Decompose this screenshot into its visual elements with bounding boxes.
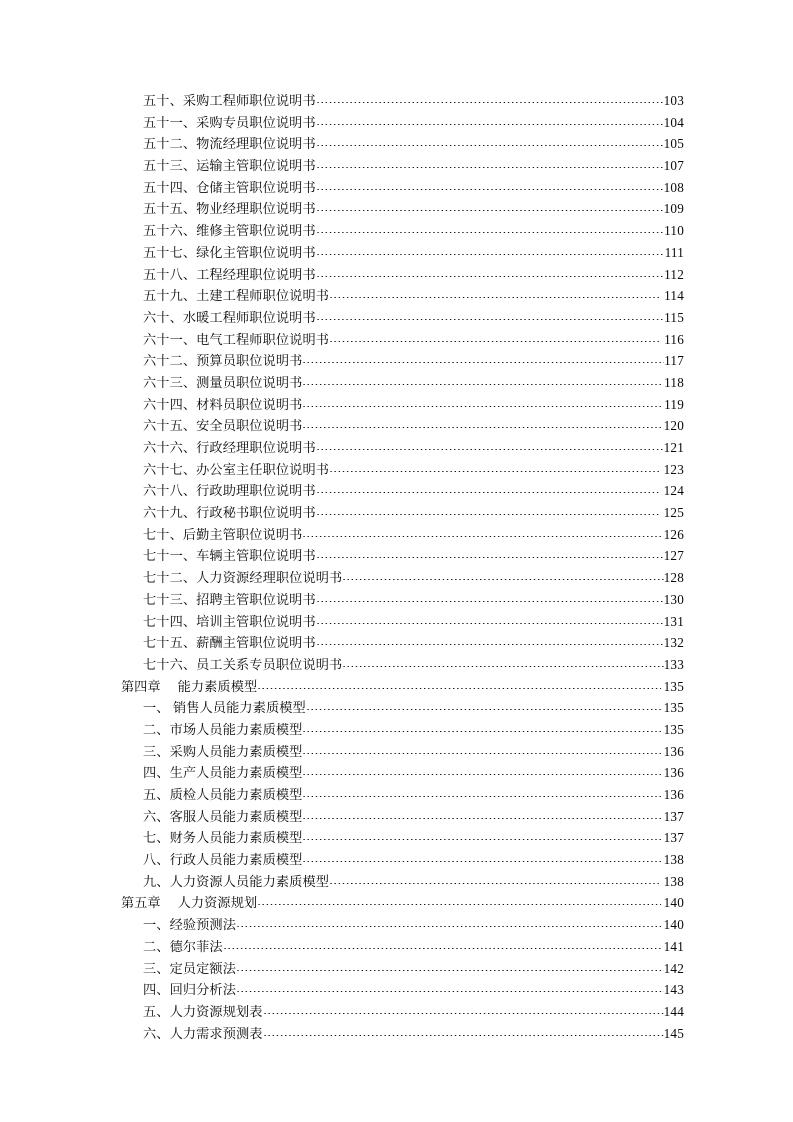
toc-dot-leader: [329, 461, 661, 474]
toc-item-entry[interactable]: [0, 979, 793, 1001]
toc-dot-leader: [223, 938, 661, 951]
toc-item-entry[interactable]: [0, 502, 793, 524]
toc-item-entry[interactable]: [0, 415, 793, 437]
toc-item-entry[interactable]: [0, 177, 793, 199]
toc-dot-leader: [316, 266, 664, 279]
toc-item-entry[interactable]: [0, 849, 793, 871]
toc-page-number: 140: [663, 917, 684, 933]
toc-item-entry[interactable]: [0, 112, 793, 134]
toc-dot-leader: [316, 439, 664, 452]
toc-item-entry[interactable]: [0, 654, 793, 676]
toc-dot-leader: [316, 547, 664, 560]
toc-entry-title: 七十四、培训主管职位说明书: [143, 613, 316, 629]
toc-page-number: 108: [663, 179, 684, 195]
toc-item-entry[interactable]: [0, 567, 793, 589]
toc-page-number: 117: [664, 353, 684, 369]
toc-dot-leader: [302, 764, 660, 777]
toc-page-number: 136: [663, 743, 684, 759]
toc-dot-leader: [316, 135, 664, 148]
toc-entry-title: 一、 销售人员能力素质模型: [143, 700, 306, 716]
toc-item-entry[interactable]: [0, 524, 793, 546]
toc-item-entry[interactable]: [0, 90, 793, 112]
toc-item-entry[interactable]: [0, 545, 793, 567]
toc-dot-leader: [236, 960, 664, 973]
toc-dot-leader: [342, 656, 663, 669]
toc-item-entry[interactable]: [0, 936, 793, 958]
toc-dot-leader: [316, 482, 661, 495]
toc-page-number: 142: [663, 960, 684, 976]
toc-page-number: 110: [664, 223, 684, 239]
toc-dot-leader: [302, 396, 661, 409]
toc-entry-title: 八、行政人员能力素质模型: [143, 852, 303, 868]
toc-entry-title: 三、采购人员能力素质模型: [143, 743, 303, 759]
toc-entry-title: 四、回归分析法: [143, 982, 237, 998]
toc-item-entry[interactable]: [0, 958, 793, 980]
toc-dot-leader: [302, 808, 660, 821]
toc-entry-title: 九、人力资源人员能力素质模型: [143, 873, 330, 889]
toc-item-entry[interactable]: [0, 914, 793, 936]
toc-dot-leader: [302, 721, 660, 734]
toc-page-number: 131: [663, 613, 684, 629]
toc-chapter-entry[interactable]: [0, 892, 793, 914]
toc-item-entry[interactable]: [0, 198, 793, 220]
toc-item-entry[interactable]: [0, 394, 793, 416]
toc-page-number: 124: [663, 483, 684, 499]
toc-item-entry[interactable]: [0, 350, 793, 372]
toc-page-number: 112: [664, 266, 684, 282]
toc-item-entry[interactable]: [0, 871, 793, 893]
toc-page-number: 104: [663, 114, 684, 130]
toc-item-entry[interactable]: [0, 437, 793, 459]
toc-item-entry[interactable]: [0, 589, 793, 611]
toc-dot-leader: [302, 352, 664, 365]
toc-item-entry[interactable]: [0, 480, 793, 502]
toc-chapter-number: 第五章: [121, 895, 161, 911]
toc-item-entry[interactable]: [0, 242, 793, 264]
toc-dot-leader: [316, 114, 664, 127]
toc-item-entry[interactable]: [0, 220, 793, 242]
toc-page-number: 120: [663, 418, 684, 434]
toc-page-number: 107: [663, 158, 684, 174]
toc-item-entry[interactable]: [0, 611, 793, 633]
toc-page-number: 132: [663, 635, 684, 651]
toc-page-number: 136: [663, 787, 684, 802]
toc-dot-leader: [302, 786, 660, 799]
toc-page-number: 138: [663, 852, 684, 868]
toc-dot-leader: [316, 179, 664, 192]
toc-entry-title: 六十八、行政助理职位说明书: [143, 483, 316, 499]
toc-entry-title: 四、生产人员能力素质模型: [143, 765, 303, 781]
toc-entry-title: 五、人力资源规划表: [143, 1003, 263, 1019]
toc-item-entry[interactable]: [0, 697, 793, 719]
toc-entry-title: 六、人力需求预测表: [143, 1025, 263, 1041]
toc-entry-title: 五十八、工程经理职位说明书: [143, 266, 316, 282]
toc-dot-leader: [316, 222, 664, 235]
toc-entry-title: 六十一、电气工程师职位说明书: [143, 331, 330, 347]
toc-page-number: 126: [663, 526, 684, 542]
toc-item-entry[interactable]: [0, 806, 793, 828]
toc-entry-title: 六、客服人员能力素质模型: [143, 808, 303, 824]
toc-entry-title: 五十五、物业经理职位说明书: [143, 201, 316, 217]
toc-item-entry[interactable]: [0, 762, 793, 784]
toc-entry-title: 五十四、仓储主管职位说明书: [143, 179, 316, 195]
toc-page-number: 136: [663, 765, 684, 781]
toc-page-number: 137: [663, 808, 684, 824]
toc-entry-title: 五、质检人员能力素质模型: [143, 787, 303, 802]
toc-entry-title: 七十三、招聘主管职位说明书: [143, 591, 316, 607]
toc-dot-leader: [302, 417, 660, 430]
toc-entry-title: 人力资源规划: [177, 895, 258, 911]
toc-page-number: 143: [663, 982, 684, 998]
toc-item-entry[interactable]: [0, 329, 793, 351]
toc-page-number: 145: [663, 1025, 684, 1041]
toc-item-entry[interactable]: [0, 133, 793, 155]
toc-entry-title: 六十七、办公室主任职位说明书: [143, 461, 330, 477]
toc-entry-title: 六十五、安全员职位说明书: [143, 418, 303, 434]
toc-entry-title: 五十九、土建工程师职位说明书: [143, 288, 330, 304]
toc-entry-title: 五十、采购工程师职位说明书: [143, 93, 316, 108]
toc-page-number: 130: [663, 591, 684, 607]
toc-page-number: 125: [663, 505, 684, 521]
toc-dot-leader: [306, 699, 661, 712]
toc-entry-title: 二、德尔菲法: [143, 938, 223, 954]
toc-dot-leader: [302, 851, 660, 864]
toc-dot-leader: [302, 526, 660, 539]
toc-dot-leader: [263, 1003, 664, 1016]
toc-entry-title: 能力素质模型: [177, 678, 258, 694]
toc-dot-leader: [316, 200, 664, 213]
toc-page-number: 109: [663, 201, 684, 217]
toc-entry-title: 二、市场人员能力素质模型: [143, 721, 303, 737]
toc-page-number: 135: [663, 700, 684, 716]
toc-item-entry[interactable]: [0, 784, 793, 806]
toc-item-entry[interactable]: [0, 1001, 793, 1023]
toc-entry-title: 五十六、维修主管职位说明书: [143, 223, 316, 239]
toc-dot-leader: [257, 894, 660, 907]
toc-dot-leader: [316, 309, 664, 322]
toc-entry-title: 七十一、车辆主管职位说明书: [143, 548, 316, 564]
toc-page-number: 128: [663, 570, 684, 586]
toc-dot-leader: [329, 287, 661, 300]
toc-dot-leader: [316, 634, 664, 647]
toc-page-number: 119: [664, 396, 684, 412]
toc-page-number: 141: [663, 938, 684, 954]
toc-page-number: 103: [663, 93, 684, 108]
toc-page-number: 135: [663, 678, 684, 694]
toc-dot-leader: [316, 244, 665, 257]
toc-page-number: 144: [663, 1003, 684, 1019]
toc-entry-title: 五十七、绿化主管职位说明书: [143, 244, 316, 260]
toc-item-entry[interactable]: [0, 459, 793, 481]
toc-chapter-entry[interactable]: [0, 676, 793, 698]
toc-entry-title: 六十九、行政秘书职位说明书: [143, 505, 316, 521]
toc-entry-title: 七十六、员工关系专员职位说明书: [143, 656, 343, 672]
toc-item-entry[interactable]: [0, 307, 793, 329]
toc-page-number: 127: [663, 548, 684, 564]
toc-page-number: 140: [663, 895, 684, 911]
toc-item-entry[interactable]: [0, 285, 793, 307]
toc-dot-leader: [263, 1025, 664, 1038]
toc-entry-title: 六十六、行政经理职位说明书: [143, 440, 316, 455]
toc-item-entry[interactable]: [0, 719, 793, 741]
toc-page-number: 138: [663, 873, 684, 889]
toc-entry-title: 七十、后勤主管职位说明书: [143, 526, 303, 542]
toc-dot-leader: [236, 981, 664, 994]
toc-page-number: 137: [663, 830, 684, 846]
toc-entry-title: 六十三、测量员职位说明书: [143, 374, 303, 390]
toc-entry-title: 五十一、采购专员职位说明书: [143, 114, 316, 130]
toc-dot-leader: [302, 374, 661, 387]
toc-dot-leader: [342, 569, 663, 582]
toc-page-number: 118: [664, 374, 684, 390]
toc-entry-title: 三、定员定额法: [143, 960, 237, 976]
toc-dot-leader: [316, 157, 664, 170]
toc-dot-leader: [236, 916, 661, 929]
toc-item-entry[interactable]: [0, 632, 793, 654]
toc-dot-leader: [316, 613, 664, 626]
toc-page-number: 105: [663, 136, 684, 152]
toc-page-number: 115: [664, 309, 684, 325]
toc-page-number: 123: [663, 461, 684, 477]
toc-page-number: 121: [663, 440, 684, 455]
toc-dot-leader: [316, 591, 664, 604]
toc-dot-leader: [257, 678, 660, 691]
toc-item-entry[interactable]: [0, 741, 793, 763]
toc-entry-title: 五十二、物流经理职位说明书: [143, 136, 316, 152]
toc-entry-title: 一、经验预测法: [143, 917, 237, 933]
toc-page-number: 135: [663, 721, 684, 737]
toc-dot-leader: [329, 331, 661, 344]
toc-page-number: 114: [664, 288, 684, 304]
toc-dot-leader: [302, 829, 660, 842]
toc-item-entry[interactable]: [0, 264, 793, 286]
toc-page-number: 116: [664, 331, 684, 347]
toc-entry-title: 六十二、预算员职位说明书: [143, 353, 303, 369]
toc-page-number: 133: [663, 656, 684, 672]
toc-page-number: 111: [664, 244, 684, 260]
toc-item-entry[interactable]: [0, 155, 793, 177]
toc-dot-leader: [329, 873, 661, 886]
toc-item-entry[interactable]: [0, 1023, 793, 1045]
toc-entry-title: 七、财务人员能力素质模型: [143, 830, 303, 846]
toc-dot-leader: [316, 504, 661, 517]
toc-entry-title: 六十、水暖工程师职位说明书: [143, 309, 316, 325]
toc-dot-leader: [302, 743, 660, 756]
toc-dot-leader: [316, 92, 664, 105]
toc-item-entry[interactable]: [0, 827, 793, 849]
toc-entry-title: 七十五、薪酬主管职位说明书: [143, 635, 316, 651]
toc-chapter-number: 第四章: [121, 678, 161, 694]
toc-entry-title: 五十三、运输主管职位说明书: [143, 158, 316, 174]
toc-item-entry[interactable]: [0, 372, 793, 394]
toc-entry-title: 六十四、材料员职位说明书: [143, 396, 303, 412]
toc-entry-title: 七十二、人力资源经理职位说明书: [143, 570, 343, 586]
